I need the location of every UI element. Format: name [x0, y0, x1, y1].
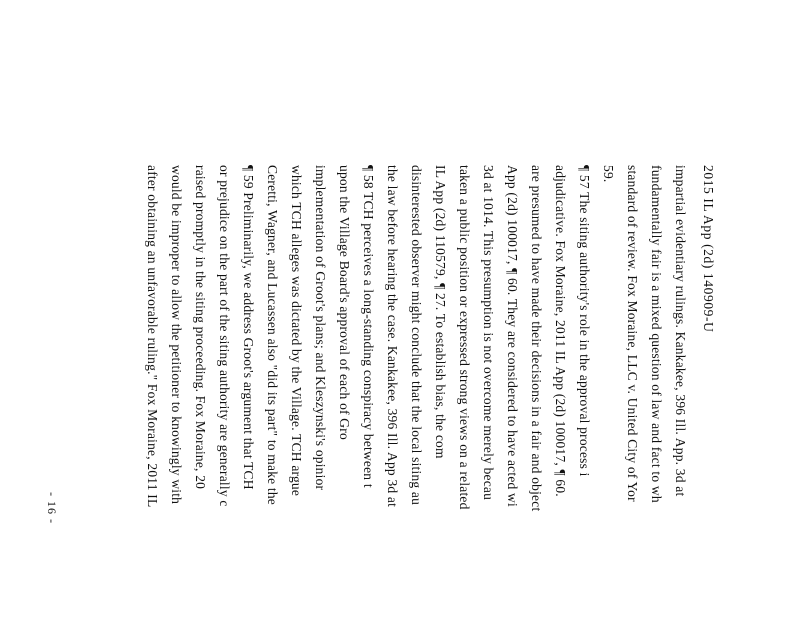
- text-line: impartial evidentiary rulings. Kankakee, 396 Ill. App. 3d at: [673, 165, 688, 497]
- text-line: would be improper to allow the petitioner to knowingly with: [169, 165, 184, 505]
- text-line: the law before hearing the case. Kankakee, 396 Ill. App 3d at: [385, 165, 400, 508]
- text-line: 3d at 1014. This presumption is not overcome merely becau: [481, 165, 496, 501]
- text-line: taken a public position or expressed strong views on a related: [457, 165, 472, 510]
- text-line: fundamentally fair is a mixed question of law and fact to wh: [649, 165, 664, 503]
- text-line: or prejudice on the part of the siting authority are generally c: [217, 165, 232, 507]
- text-line: Ceretti, Wagner, and Lucassen also "did its part" to make the: [265, 165, 280, 506]
- text-line: implementation of Groot's plans; and Kleszynski's opinior: [313, 165, 328, 491]
- text-line: ¶ 58 TCH perceives a long-standing conspiracy between t: [361, 165, 376, 488]
- text-line: after obtaining an unfavorable ruling." Fox Moraine, 2011 IL: [145, 165, 160, 508]
- text-line: which TCH alleges was dictated by the Village. TCH argue: [289, 165, 304, 497]
- text-line: adjudicative. Fox Moraine, 2011 IL App (2d) 100017, ¶ 60.: [553, 165, 568, 497]
- text-line: standard of review. Fox Moraine, LLC v. United City of Yor: [625, 165, 640, 502]
- page-number: - 16 -: [45, 492, 59, 524]
- text-line: disinterested observer might conclude that the local siting au: [409, 165, 424, 506]
- text-line: App (2d) 100017, ¶ 60. They are considered to have acted wi: [505, 165, 520, 507]
- text-line: are presumed to have made their decisions in a fair and object: [529, 165, 544, 512]
- text-line: ¶ 59 Preliminarily, we address Groot's argument that TCH: [241, 165, 256, 490]
- text-line: upon the Village Board's approval of each of Gro: [337, 165, 352, 440]
- page-header: 2015 IL App (2d) 140909-U: [701, 165, 716, 333]
- text-line: 59.: [601, 165, 616, 183]
- text-line: ¶ 57 The siting authority's role in the approval process i: [577, 165, 592, 477]
- text-line: IL App (2d) 110579, ¶ 27. To establish bias, the com: [433, 165, 448, 459]
- text-line: raised promptly in the siting proceeding. Fox Moraine, 20: [193, 165, 208, 490]
